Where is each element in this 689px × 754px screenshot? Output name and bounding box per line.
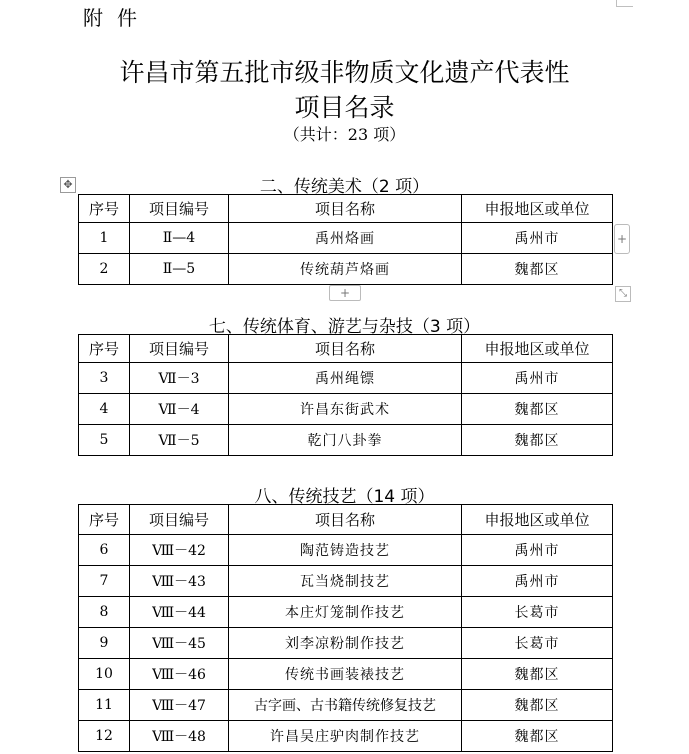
cell-region: 魏都区	[462, 254, 613, 285]
header-no: 序号	[79, 335, 130, 363]
table-header-row	[79, 505, 613, 535]
cell-no: 11	[79, 690, 130, 721]
table-row	[79, 628, 613, 659]
table-row	[79, 566, 613, 597]
cell-code: Ⅱ—4	[130, 223, 229, 254]
cell-region: 魏都区	[462, 659, 613, 690]
cell-region: 魏都区	[462, 394, 613, 425]
document-title-line-1: 许昌市第五批市级非物质文化遗产代表性	[119, 58, 570, 87]
cell-no: 3	[79, 363, 130, 394]
cell-no: 5	[79, 425, 130, 456]
cell-name: 古字画、古书籍传统修复技艺	[229, 690, 462, 721]
table-row	[79, 659, 613, 690]
table-move-icon[interactable]: ✥	[60, 177, 76, 193]
cell-code: Ⅶ－3	[130, 363, 229, 394]
table-row	[79, 690, 613, 721]
header-no: 序号	[79, 195, 130, 223]
table-sports-acrobatics	[78, 334, 613, 456]
cell-region: 长葛市	[462, 597, 613, 628]
header-name: 项目名称	[229, 335, 462, 363]
table-row	[79, 223, 613, 254]
cell-region: 魏都区	[462, 690, 613, 721]
cell-name: 许昌吴庄驴肉制作技艺	[229, 721, 462, 752]
cell-name: 禹州绳镖	[229, 363, 462, 394]
cell-name: 本庄灯笼制作技艺	[229, 597, 462, 628]
table-row	[79, 394, 613, 425]
cell-no: 10	[79, 659, 130, 690]
header-name: 项目名称	[229, 195, 462, 223]
header-code: 项目编号	[130, 195, 229, 223]
cell-no: 2	[79, 254, 130, 285]
table-row	[79, 721, 613, 752]
table-traditional-art	[78, 194, 613, 285]
header-code: 项目编号	[130, 335, 229, 363]
cell-region: 魏都区	[462, 425, 613, 456]
cell-no: 4	[79, 394, 130, 425]
cell-region: 长葛市	[462, 628, 613, 659]
table-header-row	[79, 335, 613, 363]
header-no: 序号	[79, 505, 130, 535]
cell-name: 许昌东街武术	[229, 394, 462, 425]
cell-name: 瓦当烧制技艺	[229, 566, 462, 597]
cell-code: Ⅷ－44	[130, 597, 229, 628]
total-count: （共计：23 项）	[283, 125, 406, 144]
table-row	[79, 597, 613, 628]
cell-name: 陶范铸造技艺	[229, 535, 462, 566]
table-header-row	[79, 195, 613, 223]
cell-name: 传统葫芦烙画	[229, 254, 462, 285]
cell-code: Ⅷ－42	[130, 535, 229, 566]
cell-code: Ⅷ－46	[130, 659, 229, 690]
table-row	[79, 535, 613, 566]
cell-code: Ⅷ－45	[130, 628, 229, 659]
cell-region: 禹州市	[462, 566, 613, 597]
section-title-traditional-art: 二、传统美术（2 项）	[259, 177, 430, 197]
table-row	[79, 363, 613, 394]
cell-code: Ⅷ－48	[130, 721, 229, 752]
cell-no: 6	[79, 535, 130, 566]
cell-code: Ⅶ－4	[130, 394, 229, 425]
header-code: 项目编号	[130, 505, 229, 535]
table-row	[79, 254, 613, 285]
cell-region: 禹州市	[462, 363, 613, 394]
cell-region: 禹州市	[462, 535, 613, 566]
cell-code: Ⅱ—5	[130, 254, 229, 285]
cell-no: 12	[79, 721, 130, 752]
cell-name: 传统书画装裱技艺	[229, 659, 462, 690]
cell-no: 1	[79, 223, 130, 254]
cell-code: Ⅷ－43	[130, 566, 229, 597]
section-title-traditional-crafts: 八、传统技艺（14 项）	[254, 487, 435, 507]
cell-name: 乾门八卦拳	[229, 425, 462, 456]
cell-name: 刘李凉粉制作技艺	[229, 628, 462, 659]
header-name: 项目名称	[229, 505, 462, 535]
cell-region: 魏都区	[462, 721, 613, 752]
cell-no: 8	[79, 597, 130, 628]
header-region: 申报地区或单位	[462, 195, 613, 223]
add-row-icon[interactable]: +	[329, 285, 361, 301]
header-region: 申报地区或单位	[462, 505, 613, 535]
cell-no: 7	[79, 566, 130, 597]
cell-region: 禹州市	[462, 223, 613, 254]
cell-code: Ⅷ－47	[130, 690, 229, 721]
table-traditional-crafts	[78, 504, 613, 752]
header-region: 申报地区或单位	[462, 335, 613, 363]
page-corner-mark	[616, 0, 633, 7]
document-title-line-2: 项目名录	[294, 93, 395, 122]
attachment-label: 附件	[83, 6, 151, 30]
section-title-sports-acrobatics: 七、传统体育、游艺与杂技（3 项）	[208, 317, 481, 337]
cell-no: 9	[79, 628, 130, 659]
add-column-icon[interactable]: +	[614, 224, 630, 254]
cell-code: Ⅶ－5	[130, 425, 229, 456]
cell-name: 禹州烙画	[229, 223, 462, 254]
table-row	[79, 425, 613, 456]
table-resize-icon[interactable]: ⤡	[615, 286, 631, 302]
